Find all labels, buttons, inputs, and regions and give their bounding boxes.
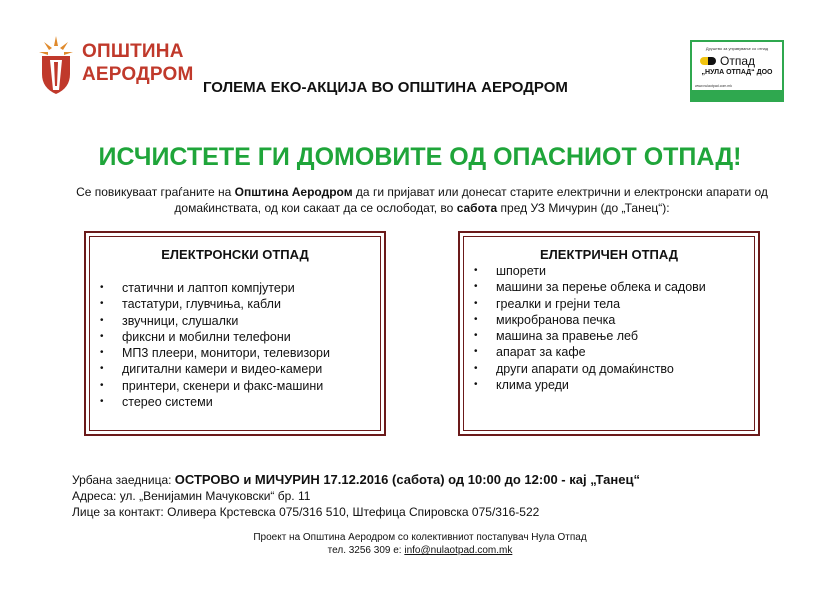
electrical-waste-panel-inner bbox=[463, 236, 755, 431]
community-line bbox=[72, 472, 640, 488]
partner-name: „НУЛА ОТПАД“ ДОО bbox=[701, 69, 773, 76]
list-item bbox=[100, 394, 330, 410]
list-item bbox=[100, 280, 330, 296]
event-details bbox=[72, 472, 640, 520]
bullet-icon: • bbox=[474, 346, 478, 358]
intro-text-1: Се повикуваат граѓаните на bbox=[76, 185, 235, 199]
partner-logo bbox=[690, 40, 784, 102]
list-item-text: греалки и грејни тела bbox=[496, 296, 621, 311]
list-item-text: микробранова печка bbox=[496, 312, 616, 327]
bullet-icon: • bbox=[100, 347, 104, 359]
bullet-icon: • bbox=[474, 313, 478, 325]
list-item-text: машина за правење леб bbox=[496, 329, 639, 344]
list-item-text: принтери, скенери и факс-машини bbox=[122, 378, 324, 393]
electrical-waste-panel bbox=[458, 231, 760, 436]
list-item-text: други апарати од домаќинство bbox=[496, 361, 674, 376]
partner-url-text: www.nulaotpad.com.mk bbox=[695, 84, 732, 88]
bullet-icon: • bbox=[100, 396, 104, 408]
bullet-icon: • bbox=[474, 281, 478, 293]
intro-day: сабота bbox=[456, 201, 498, 215]
list-item-text: клима уреди bbox=[496, 378, 569, 393]
list-item-text: звучници, слушалки bbox=[122, 313, 239, 328]
bullet-icon: • bbox=[100, 379, 104, 391]
list-item bbox=[474, 361, 706, 377]
bullet-icon: • bbox=[100, 330, 104, 342]
municipality-logo bbox=[36, 34, 194, 100]
electronic-waste-panel-inner bbox=[89, 236, 381, 431]
contacts-line: Лице за контакт: Оливера Крстевска 075/316 510, Штефица Спировска 075/316-522 bbox=[72, 505, 540, 519]
list-item-text: апарат за кафе bbox=[496, 345, 586, 360]
intro-text-3: пред УЗ Мичурин (до „Танец“): bbox=[497, 201, 670, 215]
community-label: Урбана заедница: bbox=[72, 473, 175, 487]
list-item bbox=[474, 312, 706, 328]
bullet-icon: • bbox=[474, 379, 478, 391]
intro-municipality: Општина Аеродром bbox=[234, 185, 353, 199]
list-item bbox=[100, 378, 330, 394]
partner-top-text: Друштво за управување со отпад bbox=[705, 46, 769, 51]
partner-green-bar bbox=[692, 90, 782, 100]
bullet-icon: • bbox=[474, 362, 478, 374]
list-item bbox=[474, 328, 706, 344]
list-item bbox=[100, 345, 330, 361]
municipality-logo-text bbox=[82, 40, 194, 86]
headline: ИСЧИСТЕТЕ ГИ ДОМОВИТЕ ОД ОПАСНИОТ ОТПАД! bbox=[98, 143, 742, 171]
intro-text-2: да ги пријават или донесат старите електрични и електронски апарати од домаќинствата, од кои сакаат да се ослободат, во bbox=[174, 185, 768, 215]
partner-logo-word: Отпад bbox=[720, 54, 756, 68]
list-item-text: тастатури, глувчиња, кабли bbox=[122, 297, 281, 312]
list-item bbox=[100, 313, 330, 329]
list-item-text: статични и лаптоп компјутери bbox=[122, 281, 295, 295]
logo-line-2: АЕРОДРОМ bbox=[82, 64, 194, 85]
electrical-waste-list bbox=[474, 263, 706, 393]
list-item-text: шпорети bbox=[496, 264, 546, 278]
list-item bbox=[100, 296, 330, 312]
electrical-waste-title: ЕЛЕКТРИЧЕН ОТПАД bbox=[539, 247, 678, 262]
electronic-waste-panel bbox=[84, 231, 386, 436]
list-item bbox=[474, 344, 706, 360]
electronic-waste-list bbox=[100, 280, 330, 410]
campaign-title: ГОЛЕМА ЕКО-АКЦИЈА ВО ОПШТИНА АЕРОДРОМ bbox=[203, 79, 568, 96]
footer-phone: тел. 3256 309 е: bbox=[327, 545, 405, 556]
electronic-waste-title: ЕЛЕКТРОНСКИ ОТПАД bbox=[161, 247, 309, 262]
footer-contact-line bbox=[0, 544, 840, 557]
list-item-text: дигитални камери и видео-камери bbox=[122, 362, 323, 377]
footer-project-line: Проект на Општина Аеродром со колективниот постапувач Нула Отпад bbox=[253, 532, 587, 543]
bullet-icon: • bbox=[474, 297, 478, 309]
list-item-text: фиксни и мобилни телефони bbox=[122, 329, 291, 344]
list-item bbox=[474, 296, 706, 312]
list-item bbox=[100, 329, 330, 345]
logo-line-1: ОПШТИНА bbox=[82, 41, 184, 62]
bullet-icon: • bbox=[474, 330, 478, 342]
intro-paragraph bbox=[72, 184, 772, 216]
bullet-icon: • bbox=[100, 298, 104, 310]
bullet-icon: • bbox=[474, 265, 478, 276]
bullet-icon: • bbox=[100, 314, 104, 326]
bullet-icon: • bbox=[100, 282, 104, 293]
list-item-text: машини за перење облека и садови bbox=[496, 280, 706, 295]
list-item bbox=[474, 263, 706, 279]
list-item bbox=[474, 279, 706, 295]
email-link[interactable]: info@nulaotpad.com.mk bbox=[404, 545, 513, 556]
recycle-pill-icon bbox=[700, 57, 716, 65]
list-item bbox=[100, 361, 330, 377]
list-item-text: стерео системи bbox=[122, 395, 213, 410]
community-value: ОСТРОВО и МИЧУРИН 17.12.2016 (сабота) од 10:00 до 12:00 - кај „Танец“ bbox=[174, 472, 640, 487]
municipality-crest-icon bbox=[36, 34, 76, 96]
address-line: Адреса: ул. „Венијамин Мачуковски“ бр. 11 bbox=[72, 489, 311, 503]
list-item-text: МП3 плеери, монитори, телевизори bbox=[122, 346, 330, 361]
list-item bbox=[474, 377, 706, 393]
bullet-icon: • bbox=[100, 363, 104, 375]
footer bbox=[0, 531, 840, 557]
